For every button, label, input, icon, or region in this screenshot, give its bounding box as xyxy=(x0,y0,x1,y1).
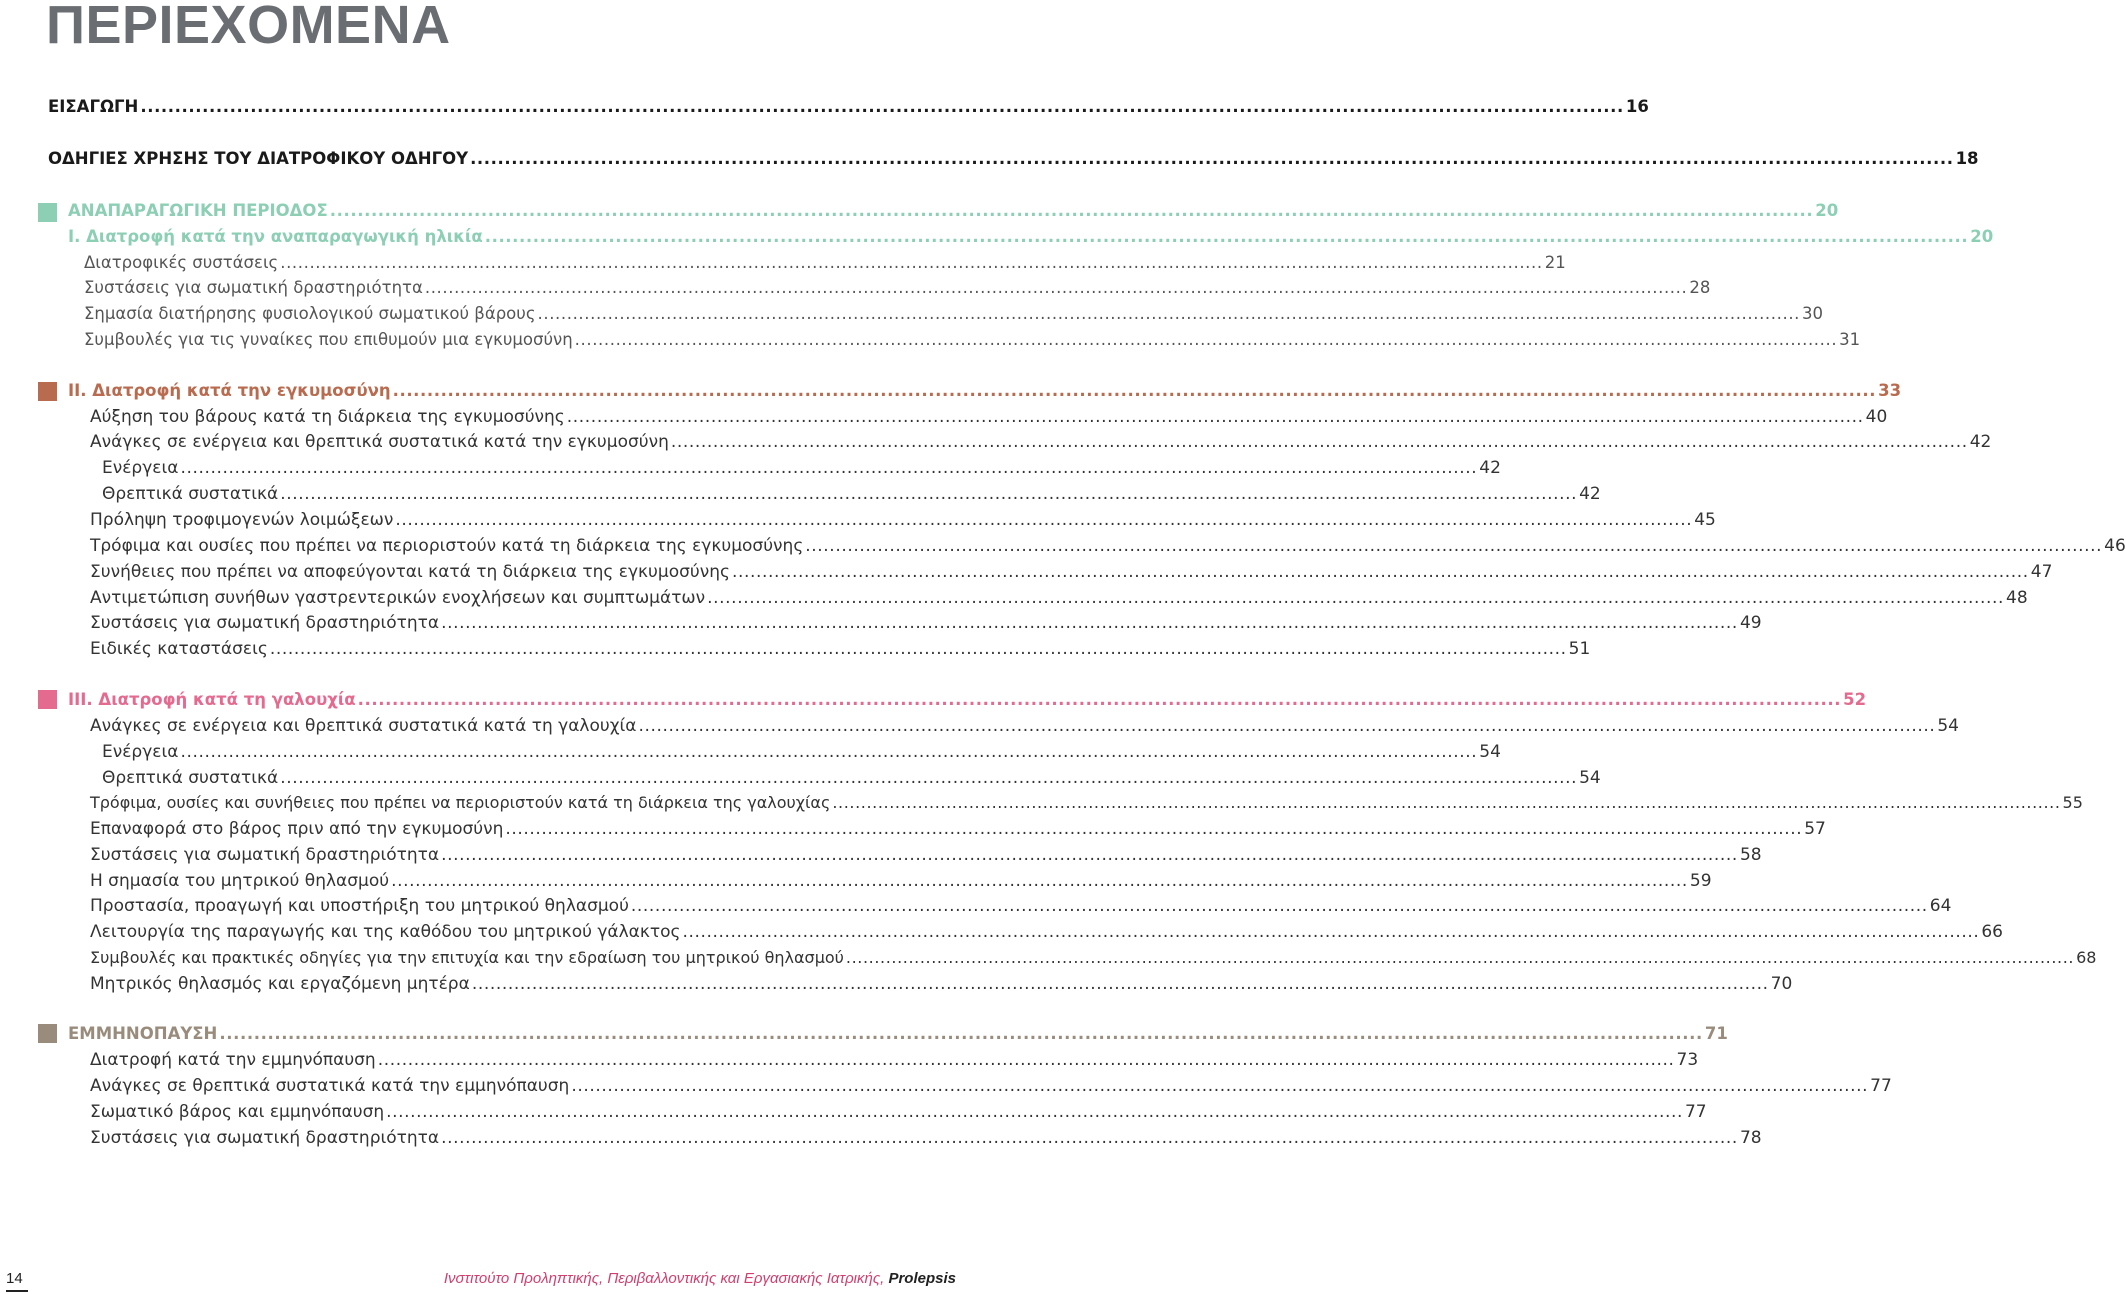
section-marker-lactation xyxy=(38,690,57,709)
toc-entry[interactable]: Ενέργεια ........................................................................................................................................................................................................................ 42 xyxy=(102,458,1501,478)
toc-entry[interactable]: Αύξηση του βάρους κατά τη διάρκεια της εγκυμοσύνης ........................................................................................................................................................................................................................ 40 xyxy=(90,407,1888,427)
toc-entry[interactable]: Αντιμετώπιση συνήθων γαστρεντερικών ενοχλήσεων και συμπτωμάτων ........................................................................................................................................................................................................................ 48 xyxy=(90,588,2028,608)
toc-entry-introduction[interactable]: ΕΙΣΑΓΩΓΗ ........................................................................................................................................................................................................................ 16 xyxy=(48,97,1649,116)
toc-entry[interactable]: Θρεπτικά συστατικά ........................................................................................................................................................................................................................ 54 xyxy=(102,768,1601,788)
toc-entry[interactable]: Συστάσεις για σωματική δραστηριότητα ........................................................................................................................................................................................................................ 28 xyxy=(84,278,1711,297)
toc-entry[interactable]: Τρόφιμα και ουσίες που πρέπει να περιοριστούν κατά τη διάρκεια της εγκυμοσύνης ........................................................................................................................................................................................................................ 46 xyxy=(90,536,2126,556)
toc-entry[interactable]: Διατροφή κατά την εμμηνόπαυση ........................................................................................................................................................................................................................ 73 xyxy=(90,1050,1699,1070)
toc-entry[interactable]: Ειδικές καταστάσεις ........................................................................................................................................................................................................................ 51 xyxy=(90,639,1591,659)
toc-entry[interactable]: Ενέργεια ........................................................................................................................................................................................................................ 54 xyxy=(102,742,1501,762)
page-number-underline xyxy=(6,1290,28,1292)
toc-entry[interactable]: Συστάσεις για σωματική δραστηριότητα ........................................................................................................................................................................................................................ 58 xyxy=(90,845,1762,865)
toc-entry[interactable]: Πρόληψη τροφιμογενών λοιμώξεων ........................................................................................................................................................................................................................ 45 xyxy=(90,510,1716,530)
footer-publisher xyxy=(444,1270,956,1287)
toc-entry[interactable]: Συμβουλές για τις γυναίκες που επιθυμούν μια εγκυμοσύνη ........................................................................................................................................................................................................................ 31 xyxy=(84,330,1861,349)
toc-entry[interactable]: Ανάγκες σε θρεπτικά συστατικά κατά την εμμηνόπαυση ........................................................................................................................................................................................................................ 77 xyxy=(90,1076,1892,1096)
toc-entry[interactable]: Λειτουργία της παραγωγής και της καθόδου του μητρικού γάλακτος ........................................................................................................................................................................................................................ 66 xyxy=(90,922,2003,942)
toc-entry[interactable]: Προστασία, προαγωγή και υποστήριξη του μητρικού θηλασμού ........................................................................................................................................................................................................................ 64 xyxy=(90,896,1952,916)
footer-brand: Prolepsis xyxy=(888,1270,956,1287)
toc-chapter-1[interactable]: I. Διατροφή κατά την αναπαραγωγική ηλικία ........................................................................................................................................................................................................................ 20 xyxy=(68,227,1994,246)
toc-entry[interactable]: Συστάσεις για σωματική δραστηριότητα ........................................................................................................................................................................................................................ 49 xyxy=(90,613,1762,633)
toc-entry[interactable]: Σημασία διατήρησης φυσιολογικού σωματικού βάρους ........................................................................................................................................................................................................................ 30 xyxy=(84,304,1824,323)
toc-chapter-3[interactable]: III. Διατροφή κατά τη γαλουχία ........................................................................................................................................................................................................................ 52 xyxy=(68,690,1867,709)
toc-entry[interactable]: Συνήθειες που πρέπει να αποφεύγονται κατά τη διάρκεια της εγκυμοσύνης ........................................................................................................................................................................................................................ 47 xyxy=(90,562,2053,582)
toc-entry[interactable]: Διατροφικές συστάσεις ........................................................................................................................................................................................................................ 21 xyxy=(84,253,1566,272)
page-number: 14 xyxy=(6,1270,23,1287)
footer-institute: Ινστιτούτο Προληπτικής, Περιβαλλοντικής και Εργασιακής Ιατρικής, xyxy=(443,1270,885,1287)
toc-entry[interactable]: Τρόφιμα, ουσίες και συνήθειες που πρέπει να περιοριστούν κατά τη διάρκεια της γαλουχίας ........................................................................................................................................................................................................................ 55 xyxy=(90,793,2083,812)
toc-chapter-2[interactable]: II. Διατροφή κατά την εγκυμοσύνη ........................................................................................................................................................................................................................ 33 xyxy=(68,381,1902,400)
toc-entry[interactable]: Θρεπτικά συστατικά ........................................................................................................................................................................................................................ 42 xyxy=(102,484,1601,504)
page-title: ΠΕΡΙΕΧΟΜΕΝΑ xyxy=(46,0,451,55)
toc-section-menopause[interactable]: ΕΜΜΗΝΟΠΑΥΣΗ ........................................................................................................................................................................................................................ 71 xyxy=(68,1024,1728,1043)
toc-entry[interactable]: Η σημασία του μητρικού θηλασμού ........................................................................................................................................................................................................................ 59 xyxy=(90,871,1712,891)
toc-entry[interactable]: Μητρικός θηλασμός και εργαζόμενη μητέρα ........................................................................................................................................................................................................................ 70 xyxy=(90,974,1793,994)
section-marker-pregnancy xyxy=(38,382,57,401)
section-marker-menopause xyxy=(38,1024,57,1043)
toc-entry[interactable]: Ανάγκες σε ενέργεια και θρεπτικά συστατικά κατά τη γαλουχία ........................................................................................................................................................................................................................ 54 xyxy=(90,716,1959,736)
toc-entry[interactable]: Συστάσεις για σωματική δραστηριότητα ........................................................................................................................................................................................................................ 78 xyxy=(90,1128,1762,1148)
section-marker-reproductive xyxy=(38,203,57,222)
toc-section-reproductive-period[interactable]: ΑΝΑΠΑΡΑΓΩΓΙΚΗ ΠΕΡΙΟΔΟΣ ........................................................................................................................................................................................................................ 20 xyxy=(68,201,1839,220)
toc-entry[interactable]: Σωματικό βάρος και εμμηνόπαυση ........................................................................................................................................................................................................................ 77 xyxy=(90,1102,1707,1122)
toc-entry[interactable]: Συμβουλές και πρακτικές οδηγίες για την επιτυχία και την εδραίωση του μητρικού θηλασμού ........................................................................................................................................................................................................................ 68 xyxy=(90,948,2097,967)
toc-entry[interactable]: Ανάγκες σε ενέργεια και θρεπτικά συστατικά κατά την εγκυμοσύνη ........................................................................................................................................................................................................................ 42 xyxy=(90,432,1992,452)
toc-entry[interactable]: Επαναφορά στο βάρος πριν από την εγκυμοσύνη ........................................................................................................................................................................................................................ 57 xyxy=(90,819,1826,839)
toc-entry-guide-instructions[interactable]: ΟΔΗΓΙΕΣ ΧΡΗΣΗΣ ΤΟΥ ΔΙΑΤΡΟΦΙΚΟΥ ΟΔΗΓΟΥ ........................................................................................................................................................................................................................ 18 xyxy=(48,149,1979,168)
